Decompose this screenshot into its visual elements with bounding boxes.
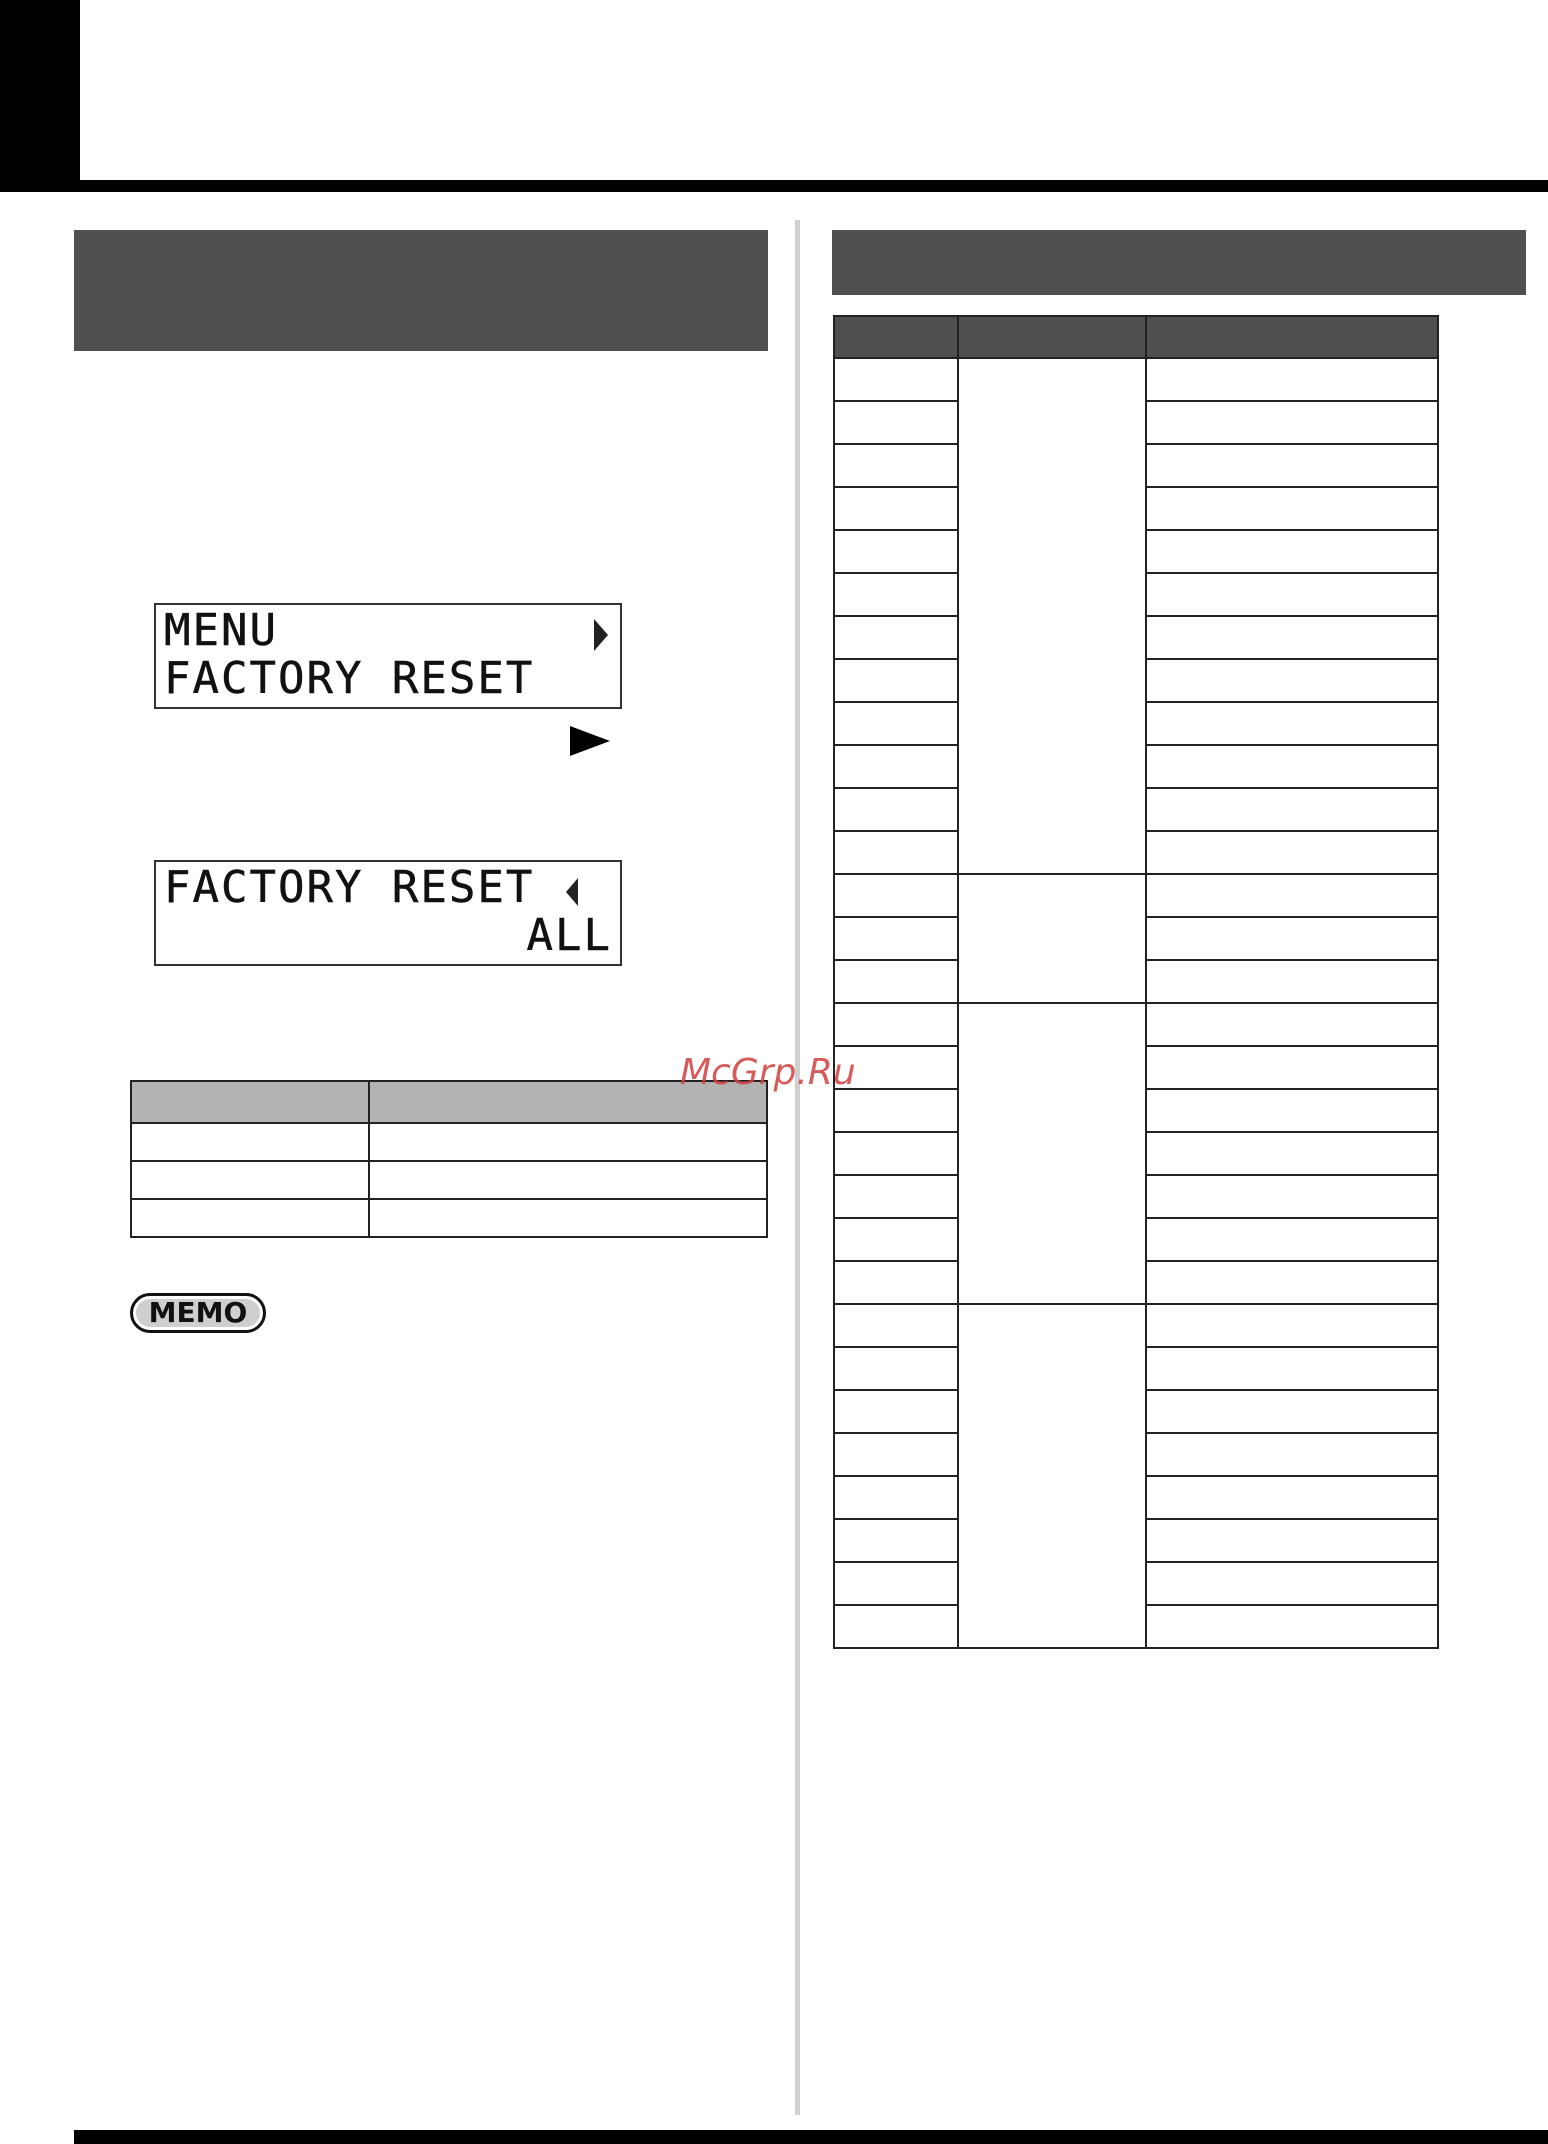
- lcd-factory-reset-display: [154, 860, 622, 966]
- table-cell: [834, 960, 958, 1003]
- table-cell: [369, 1161, 767, 1199]
- table-cell: [1146, 1476, 1438, 1519]
- triangle-left-icon: [566, 878, 578, 906]
- table-cell: [834, 1519, 958, 1562]
- table-header-cell: [1146, 316, 1438, 358]
- table-cell: [834, 401, 958, 444]
- table-row: [131, 1199, 767, 1237]
- table-cell: [834, 831, 958, 874]
- table-cell: [1146, 616, 1438, 659]
- table-header-row: [131, 1081, 767, 1123]
- table-cell: [834, 1433, 958, 1476]
- table-header-cell: [958, 316, 1146, 358]
- table-group-cell: [958, 1003, 1146, 1304]
- table-cell: [1146, 530, 1438, 573]
- table-cell: [834, 659, 958, 702]
- table-cell: [834, 1132, 958, 1175]
- table-cell: [1146, 1605, 1438, 1648]
- table-header-cell: [131, 1081, 369, 1123]
- table-cell: [1146, 1562, 1438, 1605]
- table-cell: [834, 444, 958, 487]
- table-cell: [834, 1476, 958, 1519]
- table-cell: [1146, 659, 1438, 702]
- table-cell: [834, 1304, 958, 1347]
- table-cell: [834, 917, 958, 960]
- header-rule: [80, 180, 1548, 192]
- lcd-reset-line2: ALL: [526, 910, 612, 961]
- table-cell: [1146, 1218, 1438, 1261]
- table-cell: [1146, 702, 1438, 745]
- footer-rule: [74, 2130, 1548, 2144]
- table-cell: [1146, 444, 1438, 487]
- table-cell: [1146, 745, 1438, 788]
- table-cell: [834, 1175, 958, 1218]
- table-cell: [834, 530, 958, 573]
- table-cell: [1146, 1261, 1438, 1304]
- table-row: [834, 358, 1438, 401]
- table-cell: [834, 487, 958, 530]
- table-cell: [834, 1605, 958, 1648]
- table-cell: [1146, 401, 1438, 444]
- parameter-table-body: [834, 358, 1438, 1648]
- table-cell: [131, 1161, 369, 1199]
- table-cell: [834, 788, 958, 831]
- memo-badge: MEMO: [130, 1293, 266, 1333]
- table-cell: [834, 616, 958, 659]
- table-cell: [1146, 1089, 1438, 1132]
- parameter-table: [833, 315, 1439, 1649]
- table-cell: [834, 1261, 958, 1304]
- table-group-cell: [958, 358, 1146, 874]
- table-cell: [1146, 1390, 1438, 1433]
- table-cell: [1146, 487, 1438, 530]
- table-cell: [1146, 1433, 1438, 1476]
- table-cell: [1146, 788, 1438, 831]
- table-cell: [1146, 1175, 1438, 1218]
- table-cell: [1146, 1347, 1438, 1390]
- table-group-cell: [958, 874, 1146, 1003]
- table-cell: [1146, 1519, 1438, 1562]
- table-cell: [369, 1123, 767, 1161]
- table-row: [131, 1161, 767, 1199]
- table-cell: [131, 1199, 369, 1237]
- factory-reset-table: [130, 1080, 768, 1238]
- lcd-reset-line1: FACTORY RESET: [164, 862, 535, 913]
- table-cell: [834, 573, 958, 616]
- lcd-menu-line1: MENU: [164, 605, 278, 656]
- table-row: [834, 874, 1438, 917]
- table-cell: [834, 1390, 958, 1433]
- lcd-menu-display: [154, 603, 622, 709]
- table-header-cell: [834, 316, 958, 358]
- table-cell: [1146, 1132, 1438, 1175]
- table-cell: [131, 1123, 369, 1161]
- table-cell: [834, 1347, 958, 1390]
- table-cell: [1146, 1003, 1438, 1046]
- table-cell: [834, 874, 958, 917]
- table-row: [131, 1123, 767, 1161]
- column-divider: [795, 220, 800, 2115]
- table-cell: [1146, 831, 1438, 874]
- right-section-header: [832, 230, 1526, 295]
- table-cell: [834, 745, 958, 788]
- table-cell: [1146, 917, 1438, 960]
- play-arrow-icon: [570, 726, 610, 756]
- table-cell: [1146, 1304, 1438, 1347]
- table-cell: [369, 1199, 767, 1237]
- watermark: McGrp.Ru: [680, 1052, 856, 1093]
- left-section-header: [74, 230, 768, 351]
- table-cell: [1146, 358, 1438, 401]
- table-cell: [1146, 960, 1438, 1003]
- triangle-right-icon: [594, 619, 608, 651]
- table-group-cell: [958, 1304, 1146, 1648]
- lcd-menu-line2: FACTORY RESET: [164, 653, 535, 704]
- table-cell: [834, 1003, 958, 1046]
- table-cell: [834, 1218, 958, 1261]
- chapter-tab: [0, 0, 80, 192]
- table-cell: [1146, 573, 1438, 616]
- table-row: [834, 1304, 1438, 1347]
- table-cell: [834, 1046, 958, 1089]
- table-header-row: [834, 316, 1438, 358]
- table-cell: [834, 1562, 958, 1605]
- table-cell: [834, 702, 958, 745]
- table-cell: [834, 1089, 958, 1132]
- table-cell: [834, 358, 958, 401]
- table-row: [834, 1003, 1438, 1046]
- table-cell: [1146, 1046, 1438, 1089]
- table-cell: [1146, 874, 1438, 917]
